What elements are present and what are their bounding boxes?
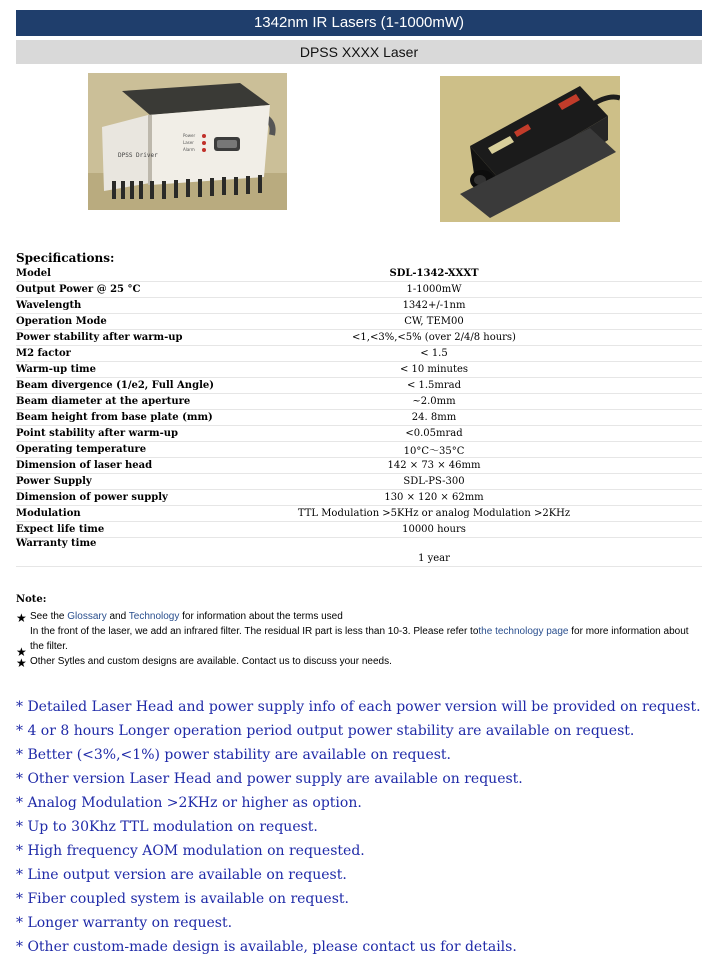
spec-value: 10000 hours [296, 522, 702, 538]
spec-row [16, 506, 702, 522]
svg-text:Laser: Laser [183, 140, 194, 145]
spec-value: ~2.0mm [296, 394, 702, 410]
specifications-heading: Specifications: [16, 251, 115, 265]
note-item-glossary [16, 609, 702, 624]
note-heading: Note: [16, 594, 47, 605]
spec-value: CW, TEM00 [296, 314, 702, 330]
spec-value: 130 × 120 × 62mm [296, 490, 702, 506]
spec-row [16, 426, 702, 442]
spec-row [16, 314, 702, 330]
spec-label: Warranty time [16, 538, 296, 567]
spec-row [16, 458, 702, 474]
spec-label: Model [16, 266, 296, 282]
spec-row [16, 474, 702, 490]
technology-page-link[interactable]: the technology page [478, 626, 569, 637]
spec-value: <0.05mrad [296, 426, 702, 442]
request-item: * Fiber coupled system is available on request. [16, 891, 349, 907]
spec-value: 24. 8mm [296, 410, 702, 426]
spec-row [16, 362, 702, 378]
spec-value: 10°C～35°C [296, 442, 702, 458]
spec-row [16, 346, 702, 362]
spec-row [16, 490, 702, 506]
spec-value: < 10 minutes [296, 362, 702, 378]
spec-value: SDL-PS-300 [296, 474, 702, 490]
spec-row [16, 410, 702, 426]
spec-value: < 1.5mrad [296, 378, 702, 394]
note-list [16, 609, 702, 669]
note-item-filter [16, 624, 702, 659]
spec-label: Beam diameter at the aperture [16, 394, 296, 410]
request-item: * High frequency AOM modulation on requested. [16, 843, 365, 859]
spec-row [16, 298, 702, 314]
spec-row [16, 282, 702, 298]
page-title: 1342nm IR Lasers (1-1000mW) [16, 10, 702, 36]
spec-label: Dimension of power supply [16, 490, 296, 506]
star-icon: ★ [16, 611, 27, 625]
spec-value: 142 × 73 × 46mm [296, 458, 702, 474]
note-text: for more information about the filter. [30, 626, 689, 652]
request-item: * Other version Laser Head and power supply are available on request. [16, 771, 523, 787]
star-icon: ★ [16, 656, 27, 670]
spec-label: Power stability after warm-up [16, 330, 296, 346]
star-icon: ★ [16, 645, 27, 659]
svg-text:Power: Power [183, 133, 196, 138]
spec-label: M2 factor [16, 346, 296, 362]
note-text: See the [30, 611, 68, 622]
note-text: for information about the terms used [179, 611, 343, 622]
spec-label: Modulation [16, 506, 296, 522]
spec-row [16, 522, 702, 538]
note-text: Other Sytles and custom designs are available. Contact us to discuss your needs. [30, 656, 392, 667]
spec-value: 1342+/-1nm [296, 298, 702, 314]
spec-label: Wavelength [16, 298, 296, 314]
request-item: * Analog Modulation >2KHz or higher as option. [16, 795, 362, 811]
spec-row [16, 442, 702, 458]
technology-link[interactable]: Technology [128, 611, 180, 622]
request-item: * Longer warranty on request. [16, 915, 233, 931]
spec-value: <1,<3%,<5% (over 2/4/8 hours) [296, 330, 702, 346]
spec-row [16, 266, 702, 282]
spec-row [16, 394, 702, 410]
spec-label: Point stability after warm-up [16, 426, 296, 442]
spec-label: Output Power @ 25 °C [16, 282, 296, 298]
glossary-link[interactable]: Glossary [67, 611, 107, 622]
request-list [16, 697, 702, 961]
request-item: * Line output version are available on request. [16, 867, 347, 883]
spec-label: Dimension of laser head [16, 458, 296, 474]
svg-text:DPSS Driver: DPSS Driver [118, 152, 158, 159]
spec-label: Expect life time [16, 522, 296, 538]
request-item: * Detailed Laser Head and power supply info of each power version will be provided on request. [16, 699, 701, 715]
product-subtitle: DPSS XXXX Laser [16, 40, 702, 64]
note-text: In the front of the laser, we add an infrared filter. The residual IR part is less than 10-3. Please refer to [30, 626, 479, 637]
spec-row [16, 378, 702, 394]
request-item: * Up to 30Khz TTL modulation on request. [16, 819, 318, 835]
specifications-table [16, 266, 702, 567]
request-item: * 4 or 8 hours Longer operation period output power stability are available on request. [16, 723, 635, 739]
spec-value: < 1.5 [296, 346, 702, 362]
spec-row [16, 538, 702, 567]
spec-label: Beam divergence (1/e2, Full Angle) [16, 378, 296, 394]
spec-value: 1 year [296, 538, 702, 567]
spec-label: Operating temperature [16, 442, 296, 458]
note-item-custom [16, 654, 702, 669]
spec-value: 1-1000mW [296, 282, 702, 298]
spec-label: Power Supply [16, 474, 296, 490]
request-item: * Other custom-made design is available, please contact us for details. [16, 939, 517, 955]
request-item: * Better (<3%,<1%) power stability are available on request. [16, 747, 451, 763]
svg-text:Alarm: Alarm [183, 147, 195, 152]
spec-value: SDL-1342-XXXT [296, 266, 702, 282]
note-text: and [106, 611, 129, 622]
spec-label: Warm-up time [16, 362, 296, 378]
spec-label: Operation Mode [16, 314, 296, 330]
power-supply-photo [88, 73, 287, 210]
spec-label: Beam height from base plate (mm) [16, 410, 296, 426]
spec-value: TTL Modulation >5KHz or analog Modulation >2KHz [296, 506, 702, 522]
laser-head-photo [440, 76, 620, 222]
spec-row [16, 330, 702, 346]
